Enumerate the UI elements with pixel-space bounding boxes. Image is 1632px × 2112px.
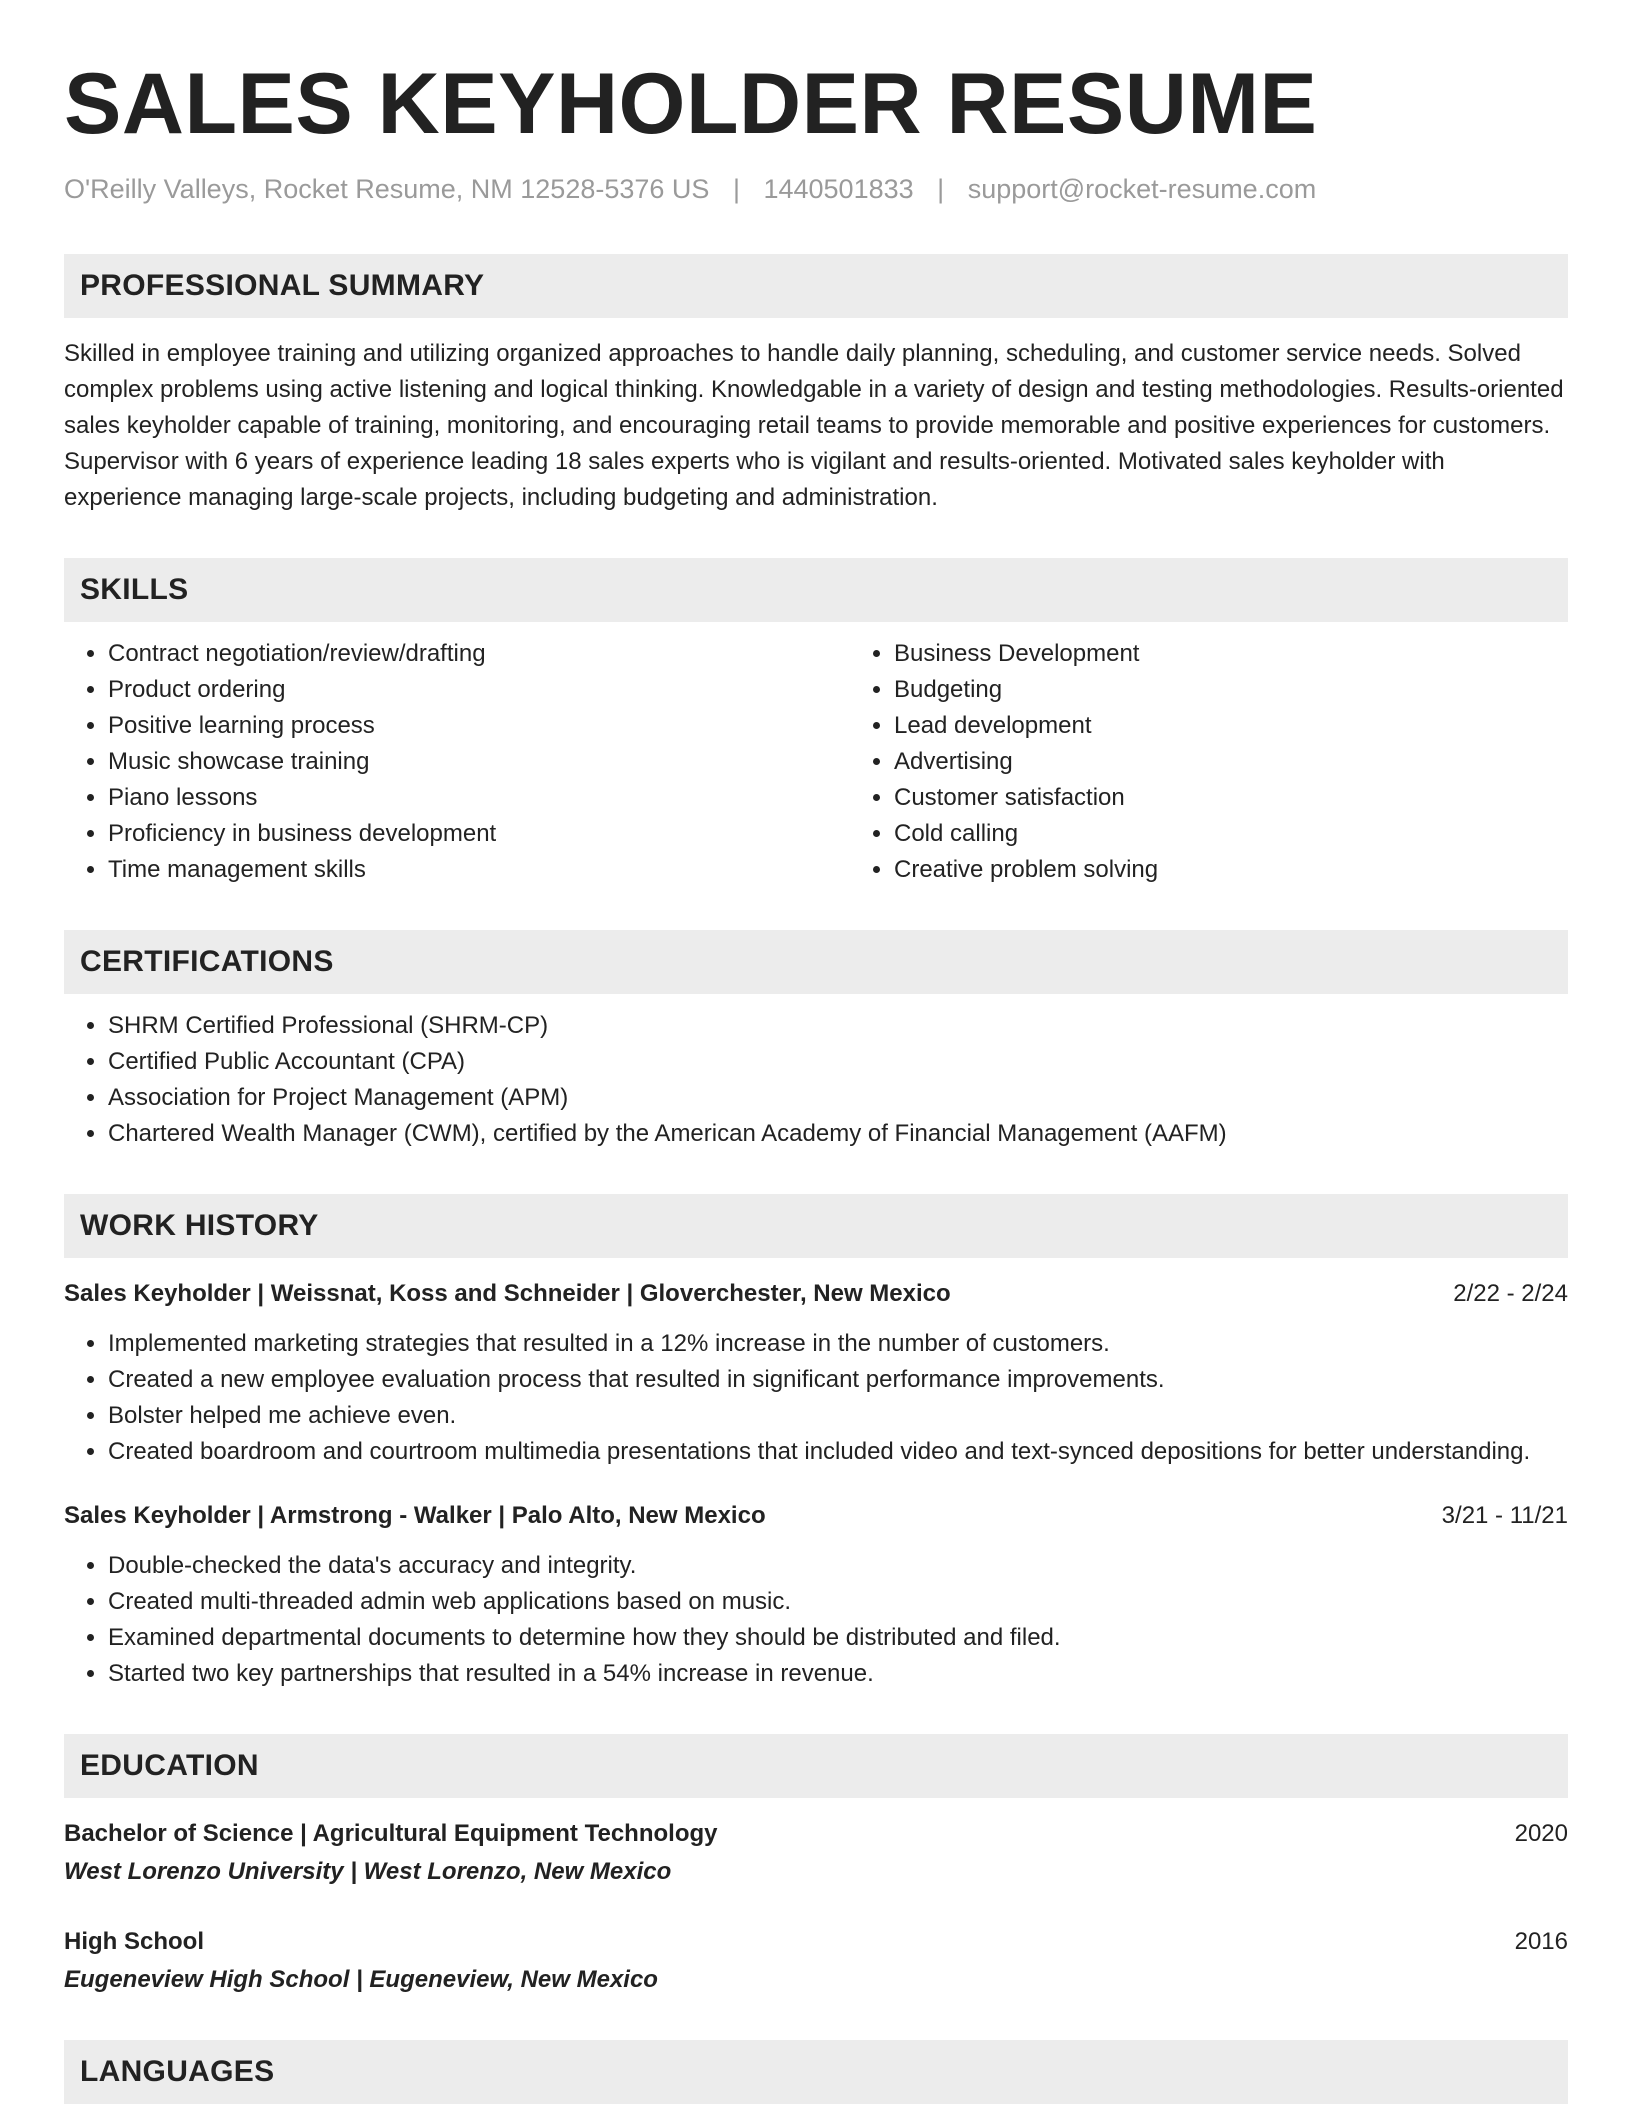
skills-grid (64, 636, 1568, 888)
certifications-heading: CERTIFICATIONS (64, 930, 1568, 994)
education-school: West Lorenzo University | West Lorenzo, New Mexico (64, 1858, 672, 1885)
job-bullet: • Created boardroom and courtroom multimedia presentations that included video and text-synced depositions for better understanding. (108, 1434, 1568, 1470)
education-school: Eugeneview High School | Eugeneview, New Mexico (64, 1966, 658, 1993)
job-bullet: • Bolster helped me achieve even. (108, 1398, 1568, 1434)
skill-item: • Budgeting (894, 672, 1568, 708)
summary-section (64, 254, 1568, 516)
education-entry (64, 1924, 1568, 1998)
skill-item: • Business Development (894, 636, 1568, 672)
skill-item: • Music showcase training (108, 744, 850, 780)
job-bullet: • Created a new employee evaluation process that resulted in significant performance improvements. (108, 1362, 1568, 1398)
education-header (64, 1816, 1568, 1852)
skills-list-right (850, 636, 1568, 888)
job-bullet: • Double-checked the data's accuracy and integrity. (108, 1548, 1568, 1584)
skills-list-left (64, 636, 850, 888)
job-bullets (64, 1548, 1568, 1692)
skill-item: • Cold calling (894, 816, 1568, 852)
education-degree: Bachelor of Science | Agricultural Equipment Technology (64, 1820, 718, 1847)
contact-separator: | (937, 174, 945, 204)
summary-text: Skilled in employee training and utilizing organized approaches to handle daily planning, scheduling, and customer service needs. Solved complex problems using active listening and logical thinking. Knowledgable in a variety of design and testing methodologies. Results-oriented sales keyholder capable of training, monitoring, and encouraging retail teams to provide memorable and positive experiences for customers. Supervisor with 6 years of experience leading 18 sales experts who is vigilant and results-oriented. Motivated sales keyholder with experience managing large-scale projects, including budgeting and administration. (64, 340, 1564, 511)
job-title: Sales Keyholder | Armstrong - Walker | Palo Alto, New Mexico (64, 1502, 766, 1529)
resume-title: SALES KEYHOLDER RESUME (64, 56, 1318, 152)
job-bullet: • Created multi-threaded admin web applications based on music. (108, 1584, 1568, 1620)
languages-heading: LANGUAGES (64, 2040, 1568, 2104)
job-header (64, 1498, 1568, 1534)
education-entry (64, 1816, 1568, 1890)
certifications-section (64, 930, 1568, 1152)
job-entry (64, 1276, 1568, 1470)
skills-heading: SKILLS (64, 558, 1568, 622)
skill-item: • Lead development (894, 708, 1568, 744)
work-history-heading: WORK HISTORY (64, 1194, 1568, 1258)
certification-item: • Association for Project Management (APM) (108, 1080, 1568, 1116)
certification-item: • Chartered Wealth Manager (CWM), certified by the American Academy of Financial Management (AAFM) (108, 1116, 1568, 1152)
contact-phone: 1440501833 (763, 174, 914, 204)
certification-item: • Certified Public Accountant (CPA) (108, 1044, 1568, 1080)
education-year: 2016 (1514, 1928, 1568, 1955)
job-dates: 3/21 - 11/21 (1441, 1502, 1568, 1529)
contact-separator: | (732, 174, 740, 204)
work-history-section (64, 1194, 1568, 1692)
education-heading: EDUCATION (64, 1734, 1568, 1798)
contact-address: O'Reilly Valleys, Rocket Resume, NM 12528-5376 US (64, 174, 710, 204)
education-year: 2020 (1514, 1820, 1568, 1847)
skills-section (64, 558, 1568, 888)
skill-item: • Product ordering (108, 672, 850, 708)
skill-item: • Customer satisfaction (894, 780, 1568, 816)
job-title: Sales Keyholder | Weissnat, Koss and Schneider | Gloverchester, New Mexico (64, 1280, 951, 1307)
job-entry (64, 1498, 1568, 1692)
job-bullets (64, 1326, 1568, 1470)
job-bullet: • Implemented marketing strategies that resulted in a 12% increase in the number of customers. (108, 1326, 1568, 1362)
job-bullet: • Started two key partnerships that resulted in a 54% increase in revenue. (108, 1656, 1568, 1692)
skill-item: • Piano lessons (108, 780, 850, 816)
job-header (64, 1276, 1568, 1312)
skill-item: • Contract negotiation/review/drafting (108, 636, 850, 672)
skill-item: • Positive learning process (108, 708, 850, 744)
languages-section (64, 2040, 1568, 2104)
skill-item: • Advertising (894, 744, 1568, 780)
education-degree: High School (64, 1928, 204, 1955)
certification-item: • SHRM Certified Professional (SHRM-CP) (108, 1008, 1568, 1044)
contact-email: support@rocket-resume.com (967, 174, 1317, 204)
contact-line (64, 172, 1568, 206)
education-section (64, 1734, 1568, 1998)
summary-heading: PROFESSIONAL SUMMARY (64, 254, 1568, 318)
skill-item: • Creative problem solving (894, 852, 1568, 888)
job-dates: 2/22 - 2/24 (1453, 1280, 1568, 1307)
certifications-list (64, 1008, 1568, 1152)
job-bullet: • Examined departmental documents to determine how they should be distributed and filed. (108, 1620, 1568, 1656)
skill-item: • Time management skills (108, 852, 850, 888)
education-header (64, 1924, 1568, 1960)
skill-item: • Proficiency in business development (108, 816, 850, 852)
